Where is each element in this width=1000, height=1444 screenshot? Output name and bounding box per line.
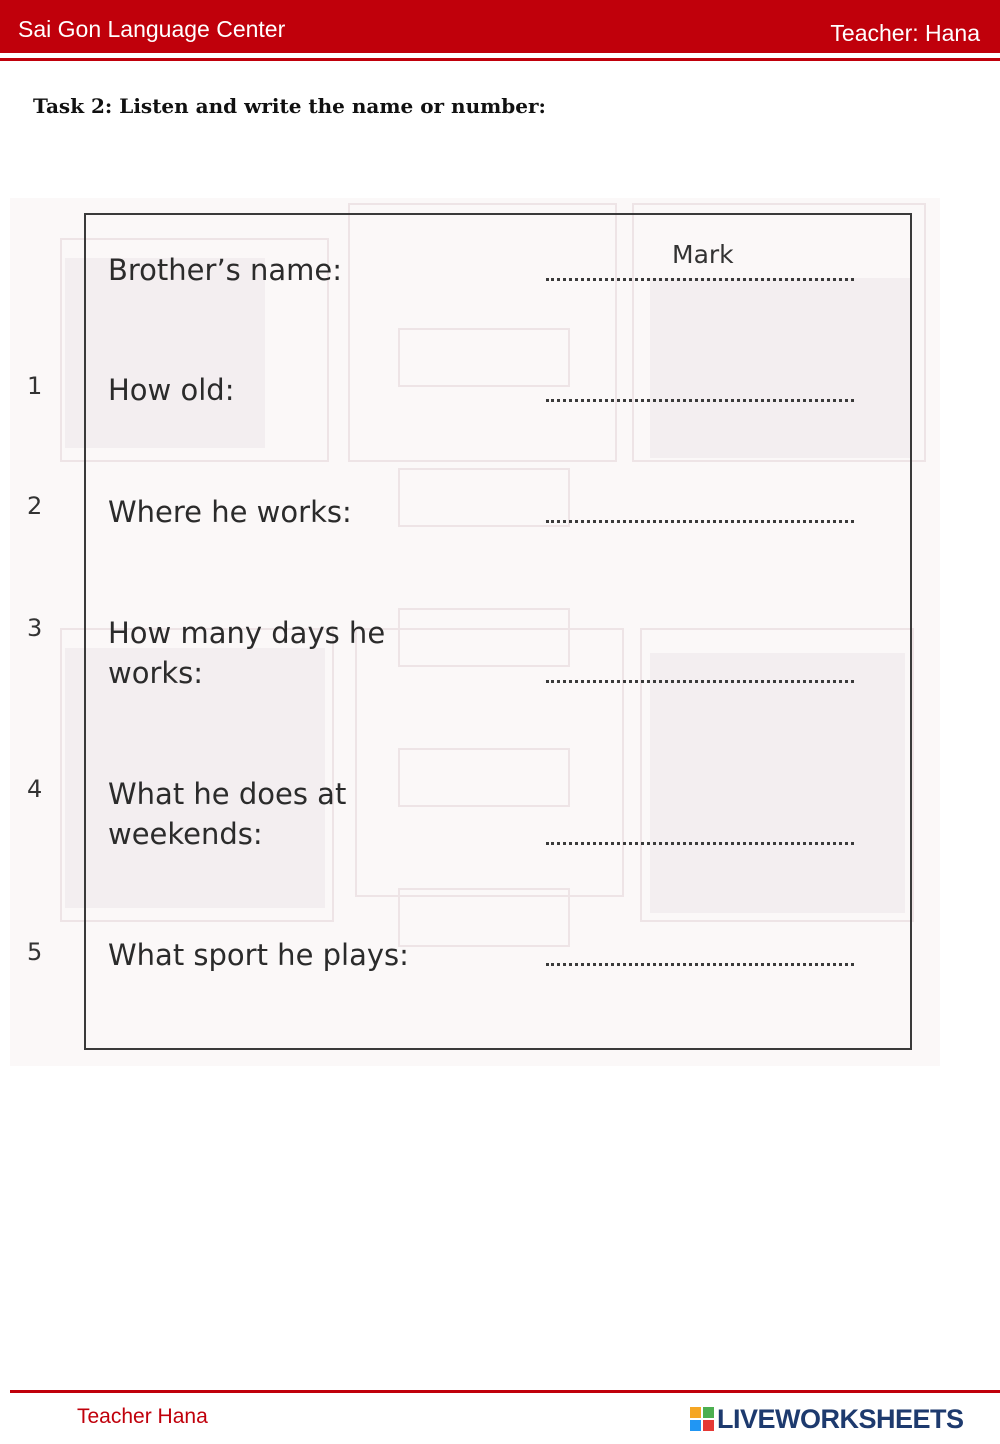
answer-line[interactable]	[546, 278, 854, 281]
task-title: Task 2: Listen and write the name or number:	[33, 94, 546, 118]
footer-author: Teacher Hana	[77, 1405, 208, 1428]
logo-grid-icon	[690, 1407, 714, 1431]
center-name: Sai Gon Language Center	[18, 16, 286, 42]
question-label: How old:	[108, 373, 235, 407]
question-number: 5	[27, 938, 43, 966]
answer-line[interactable]	[546, 520, 854, 523]
question-label: Where he works:	[108, 495, 352, 529]
answer-line[interactable]	[546, 399, 854, 402]
teacher-name: Teacher: Hana	[830, 20, 980, 46]
question-number: 2	[27, 492, 43, 520]
answer-line[interactable]	[546, 842, 854, 845]
question-number: 3	[27, 614, 43, 642]
logo-text: LIVEWORKSHEETS	[717, 1403, 964, 1434]
answer-line[interactable]	[546, 680, 854, 683]
question-number: 1	[27, 372, 43, 400]
liveworksheets-logo[interactable]	[690, 1401, 964, 1437]
question-label: What he does at weekends:	[108, 777, 347, 851]
answer-line[interactable]	[546, 963, 854, 966]
question-number: 4	[27, 775, 43, 803]
question-label: How many days he works:	[108, 616, 386, 690]
header-divider	[0, 58, 1000, 61]
question-label: Brother’s name:	[108, 253, 342, 287]
question-label: What sport he plays:	[108, 938, 409, 972]
answer-text: Mark	[672, 240, 734, 269]
footer-divider	[10, 1390, 1000, 1393]
